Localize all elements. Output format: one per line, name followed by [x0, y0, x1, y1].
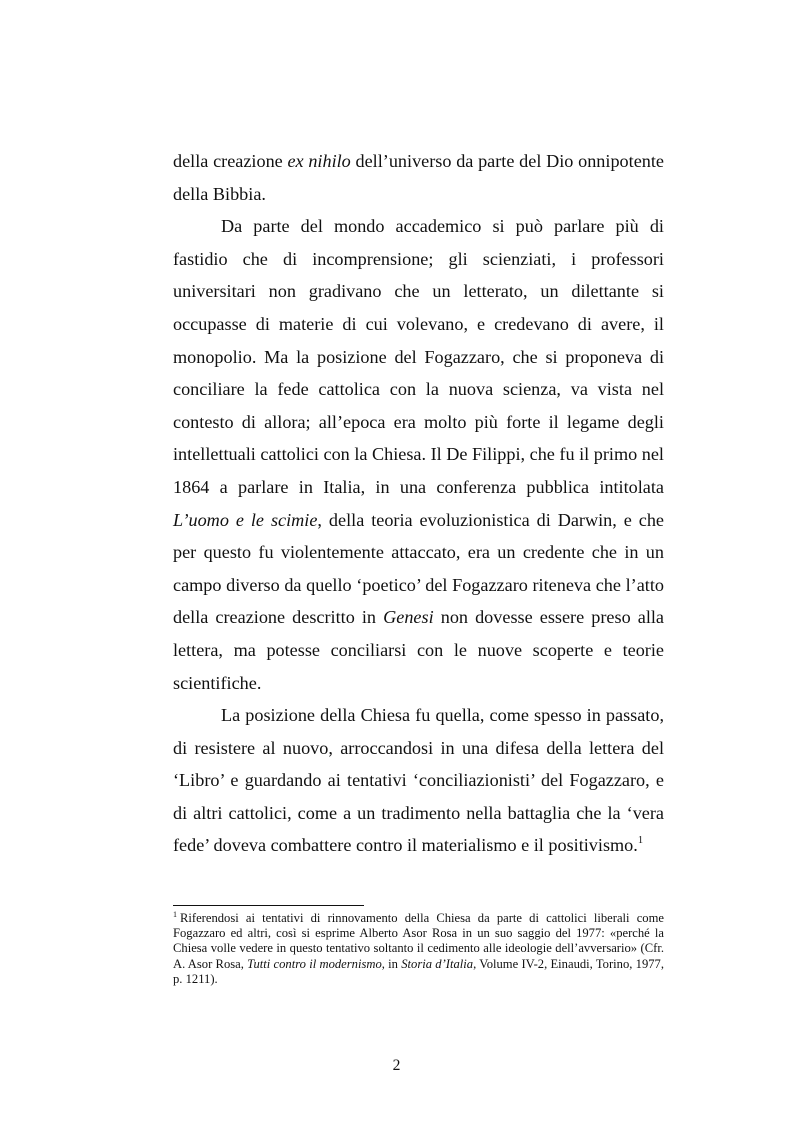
paragraph-1: della creazione ex nihilo dell’universo da parte del Dio onnipotente della Bibbia.: [173, 151, 664, 204]
page-number: 2: [392, 1057, 401, 1074]
body-text: [173, 145, 664, 862]
italic-tutti-contro-modernismo: Tutti contro il modernismo: [247, 956, 382, 971]
italic-storia-italia: Storia d’Italia: [401, 956, 474, 971]
footnote-number: 1: [173, 910, 177, 919]
footnote-divider: [173, 905, 364, 906]
footnote-1: [173, 911, 664, 987]
italic-ex-nihilo: ex nihilo: [287, 151, 351, 171]
italic-genesi: Genesi: [383, 607, 434, 628]
italic-title-uomo-scimie: L’uomo e le scimie: [173, 509, 318, 530]
paragraph-3: La posizione della Chiesa fu quella, come spesso in passato, di resistere al nuovo, arroccandosi in una difesa della lettera del ‘Libro’ e guardando ai tentativi ‘conciliazionisti’ del Fogazzaro, e di altri cattolici, come a un tradimento nella battaglia che la ‘vera fede’ doveva combattere contro il materialismo e il positivismo.$^1$: [173, 705, 664, 856]
footnote-text: $^1$ Riferendosi ai tentativi di rinnovamento della Chiesa da parte di cattolici liberali come Fogazzaro ed altri, così si esprime Alberto Asor Rosa in un suo saggio del 1977: «perché la Chiesa volle vedere in questo tentativo soltanto il cedimento alle ideologie dell’avversario» (Cfr. A. Asor Rosa, Tutti contro il modernismo, in Storia d’Italia, Volume IV-2, Einaudi, Torino, 1977, p. 1211).: [173, 910, 664, 986]
footnote-reference[interactable]: 1: [637, 835, 644, 847]
paragraph-2: Da parte del mondo accademico si può parlare più di fastidio che di incomprensione; gli scienziati, i professori universitari non gradivano che un letterato, un dilettante si occupasse di materie di cui volevano, e credevano di avere, il monopolio. Ma la posizione del Fogazzaro, che si proponeva di conciliare la fede cattolica con la nuova scienza, va vista nel contesto di allora; all’epoca era molto più forte il legame degli intellettuali cattolici con la Chiesa. Il De Filippi, che fu il primo nel 1864 a parlare in Italia, in una conferenza pubblica intitolata L’uomo e le scimie, della teoria evoluzionistica di Darwin, e che per questo fu violentemente attaccato, era un credente che in un campo diverso da quello ‘poetico’ del Fogazzaro riteneva che l’atto della creazione descritto in Genesi non dovesse essere preso alla lettera, ma potesse conciliarsi con le nuove scoperte e teorie scientifiche.: [173, 216, 664, 693]
